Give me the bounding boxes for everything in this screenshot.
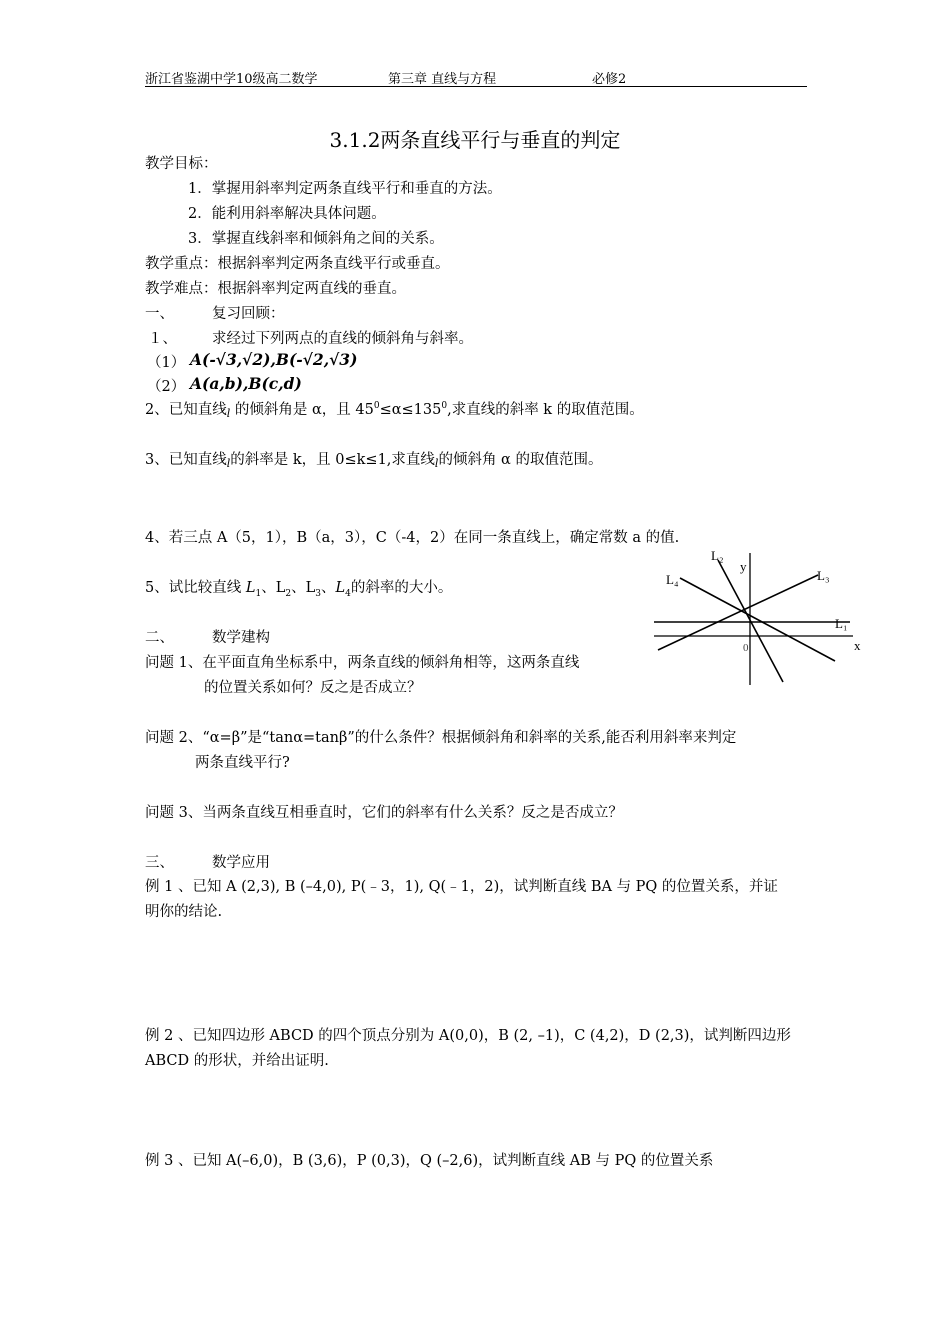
example-3: 例 3 、已知 A(–6,0)，B (3,6)，P (0,3)，Q (–2,6)，试判断直线 AB 与 PQ 的位置关系 bbox=[145, 1153, 714, 1169]
example-2-line1: 例 2 、已知四边形 ABCD 的四个顶点分别为 A(0,0)，B (2, –1)，C (4,2)，D (2,3)，试判断四边形 bbox=[145, 1028, 791, 1044]
problem-2-line2: 两条直线平行? bbox=[195, 755, 290, 771]
header-school: 浙江省鉴湖中学10级高二数学 bbox=[145, 72, 318, 87]
section2-title: 数学建构 bbox=[212, 630, 270, 646]
difficulty: 教学难点：根据斜率判定两直线的垂直。 bbox=[145, 281, 406, 297]
section1-title: 复习回顾： bbox=[212, 306, 285, 322]
q1-part2-math: A(a,b),B(c,d) bbox=[190, 374, 302, 393]
page-title: 3.1.2两条直线平行与垂直的判定 bbox=[329, 128, 621, 152]
section3-num: 三、 bbox=[145, 855, 174, 871]
goals-label: 教学目标： bbox=[145, 156, 218, 172]
q1-part2-label: （2） bbox=[147, 379, 186, 395]
section3-title: 数学应用 bbox=[212, 855, 270, 871]
label-x: x bbox=[854, 638, 861, 653]
problem-2-line1: 问题 2、“α=β”是“tanα=tanβ”的什么条件？根据倾斜角和斜率的关系,能否利用斜率来判定 bbox=[145, 730, 737, 746]
goal-item-1: 1．掌握用斜率判定两条直线平行和垂直的方法。 bbox=[188, 181, 502, 197]
question-2: 2、已知直线$_l$ 的倾斜角是 α，且 $45^0\le\alpha\le 135^0$,求直线的斜率 k 的取值范围。 bbox=[145, 401, 644, 420]
example-1-line1: 例 1 、已知 A (2,3), B (–4,0), P(﹣3，1), Q(﹣1，2)，试判断直线 BA 与 PQ 的位置关系，并证 bbox=[145, 879, 778, 895]
question-4: 4、若三点 A（5，1），B（a，3），C（-4，2）在同一条直线上，确定常数 a 的值. bbox=[145, 530, 680, 546]
section2-num: 二、 bbox=[145, 630, 174, 646]
q1-text: 求经过下列两点的直线的倾斜角与斜率。 bbox=[212, 331, 473, 347]
header-book: 必修2 bbox=[592, 72, 627, 87]
label-l3: L₃ bbox=[817, 568, 830, 583]
question-3: 3、已知直线$_l$的斜率是 k，且 0≤k≤1,求直线$_l$的倾斜角 α 的取值范围。 bbox=[145, 452, 603, 470]
header-rule bbox=[145, 86, 807, 87]
label-l4: L₄ bbox=[666, 572, 679, 587]
lines-figure bbox=[650, 545, 870, 690]
example-1-line2: 明你的结论. bbox=[145, 904, 223, 920]
q1-part1-math: A(-√3,√2),B(-√2,√3) bbox=[190, 350, 358, 369]
label-origin: 0 bbox=[743, 642, 749, 654]
label-l1: L₁ bbox=[835, 616, 848, 631]
q1-part1-label: （1） bbox=[147, 355, 186, 371]
question-5: 5、试比较直线 $L_1$、$L_2$、$L_3$、$L_4$的斜率的大小。 bbox=[145, 580, 453, 599]
goal-item-3: 3．掌握直线斜率和倾斜角之间的关系。 bbox=[188, 231, 444, 247]
section1-num: 一、 bbox=[145, 306, 174, 322]
header-chapter: 第三章 直线与方程 bbox=[388, 72, 497, 87]
problem-3: 问题 3、当两条直线互相垂直时，它们的斜率有什么关系？反之是否成立？ bbox=[145, 805, 623, 821]
example-2-line2: ABCD 的形状，并给出证明. bbox=[145, 1053, 329, 1069]
label-l2: L₂ bbox=[711, 548, 724, 563]
problem-1-line1: 问题 1、在平面直角坐标系中，两条直线的倾斜角相等，这两条直线 bbox=[145, 655, 580, 671]
q1-num: １、 bbox=[148, 331, 177, 347]
line-l4 bbox=[680, 578, 835, 661]
problem-1-line2: 的位置关系如何？反之是否成立？ bbox=[204, 680, 422, 696]
label-y: y bbox=[740, 559, 747, 574]
goal-item-2: 2．能利用斜率解决具体问题。 bbox=[188, 206, 386, 222]
key-point: 教学重点：根据斜率判定两条直线平行或垂直。 bbox=[145, 256, 450, 272]
